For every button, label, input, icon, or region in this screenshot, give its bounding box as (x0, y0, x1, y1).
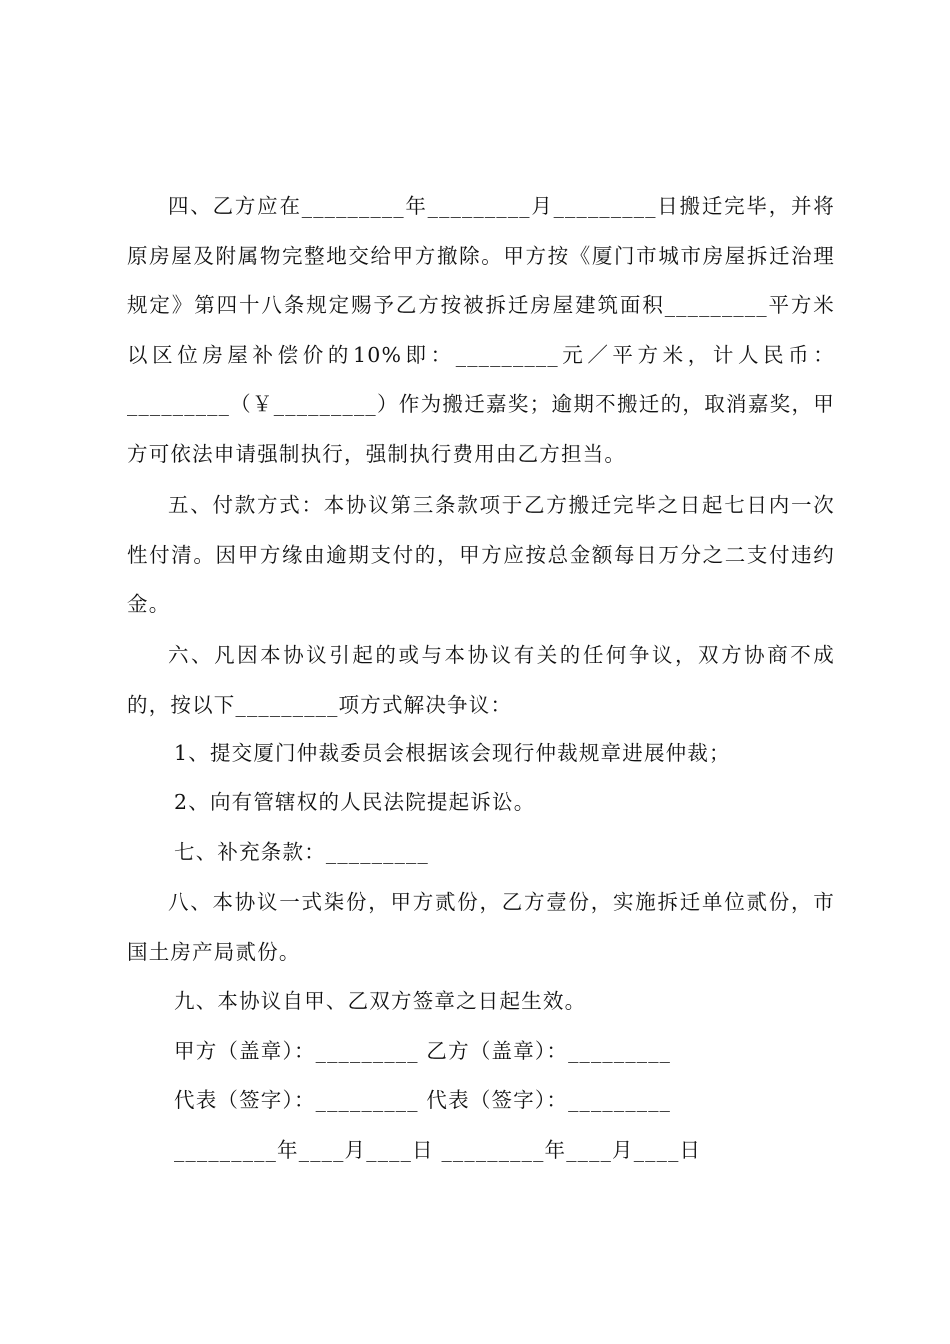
seal-line: 甲方（盖章）：_________ 乙方（盖章）：_________ (174, 1039, 672, 1063)
clause-4: 四、乙方应在_________年_________月_________日搬迁完毕，并将原房屋及附属物完整地交给甲方撤除。甲方按《厦门市城市房屋拆迁治理规定》第四十八条规定赐予乙方按被拆迁房屋建筑面积_________平方米以区位房屋补偿价的10%即：_________元／平方米，计人民币：_________（￥_________）作为搬迁嘉奖；逾期不搬迁的，取消嘉奖，甲方可依法申请强制执行，强制执行费用由乙方担当。 (127, 194, 835, 466)
clause-8: 八、本协议一式柒份，甲方贰份，乙方壹份，实施拆迁单位贰份，市国土房产局贰份。 (127, 890, 835, 964)
clause-5: 五、付款方式：本协议第三条款项于乙方搬迁完毕之日起七日内一次性付清。因甲方缘由逾期支付的，甲方应按总金额每日万分之二支付违约金。 (127, 493, 835, 616)
option-1: 1、提交厦门仲裁委员会根据该会现行仲裁规章进展仲裁； (174, 741, 731, 765)
option-2: 2、向有管辖权的人民法院提起诉讼。 (174, 790, 536, 814)
clause-7: 七、补充条款：_________ (174, 840, 429, 864)
date-line: _________年____月____日 _________年____月____日 (174, 1138, 702, 1162)
clause-6: 六、凡因本协议引起的或与本协议有关的任何争议，双方协商不成的，按以下_________项方式解决争议： (127, 643, 835, 717)
signature-line: 代表（签字）：_________ 代表（签字）：_________ (174, 1088, 672, 1112)
clause-9: 九、本协议自甲、乙双方签章之日起生效。 (174, 989, 587, 1013)
